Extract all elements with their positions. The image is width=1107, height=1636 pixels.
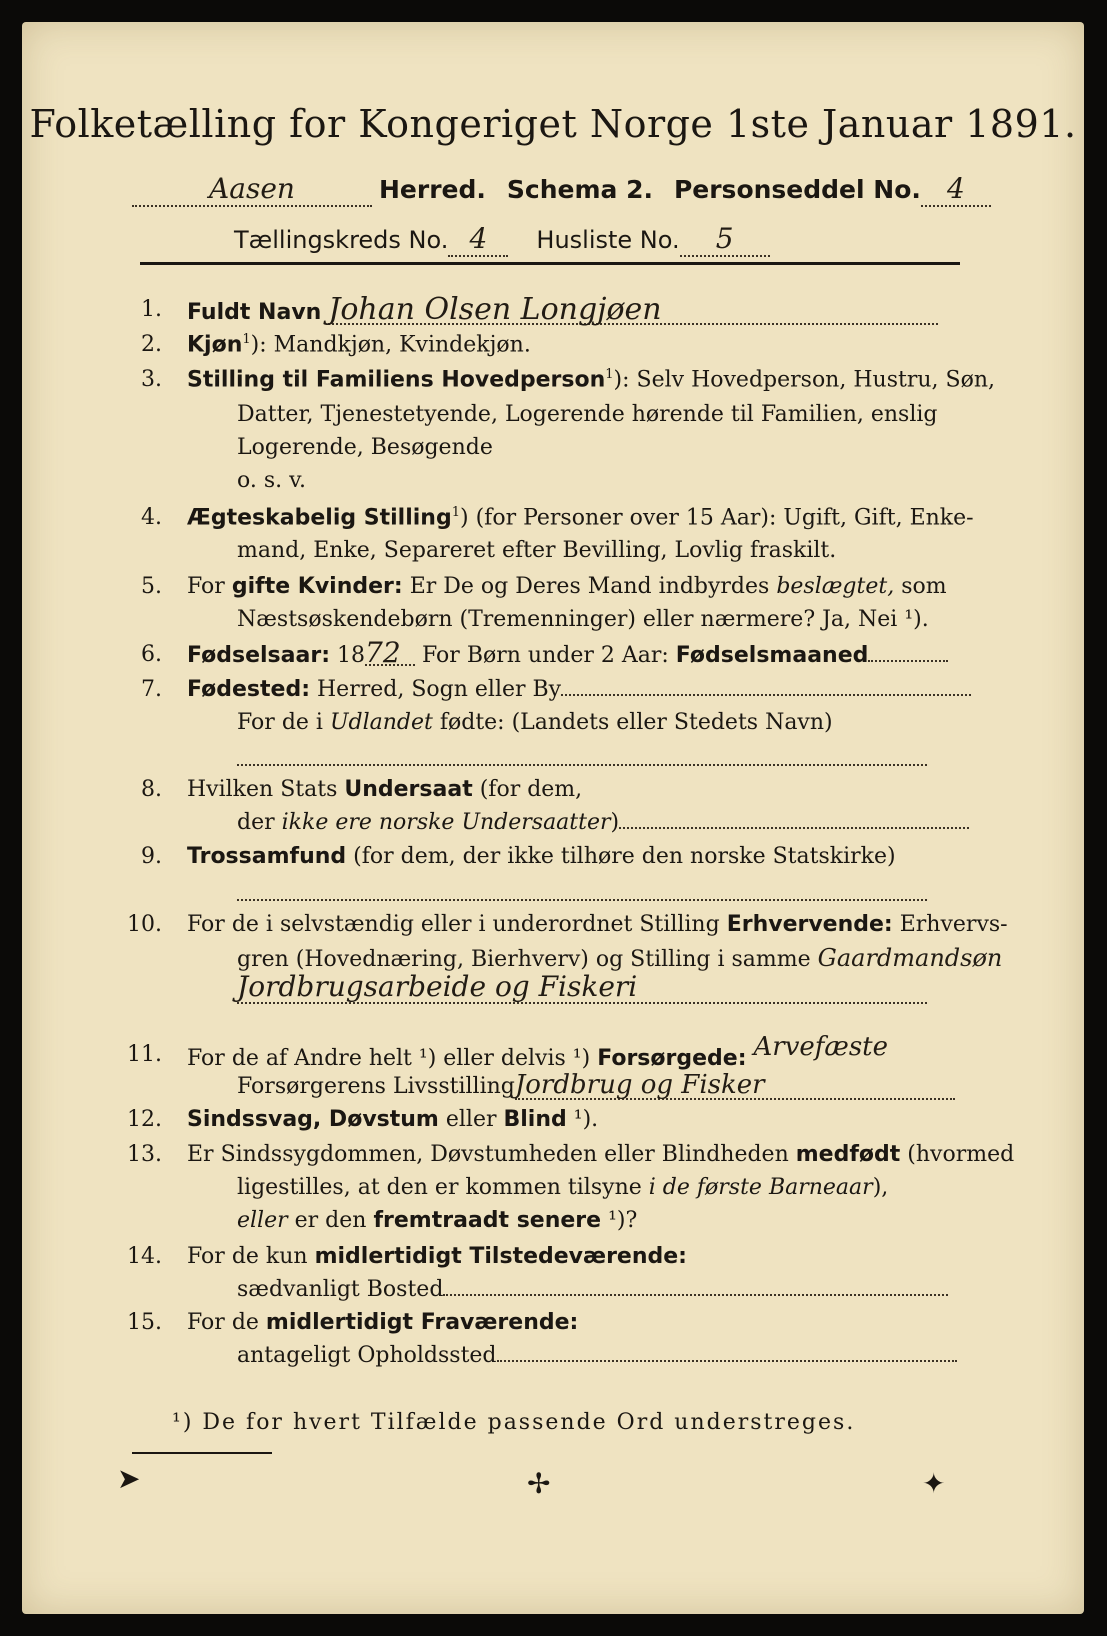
item-8-number: 8. [141, 777, 162, 802]
registration-mark-right-icon: ✦ [922, 1467, 946, 1500]
item-14-line-2 [237, 1277, 948, 1302]
item-1-number: 1. [141, 297, 162, 322]
item-8-label: Undersaat [344, 777, 473, 802]
item-7-line-2-italic: Udlandet [329, 710, 433, 735]
husliste-value: 5 [680, 222, 770, 257]
item-9 [187, 844, 896, 869]
item-5 [187, 574, 947, 599]
item-3-label: Stilling til Familiens Hovedperson [187, 367, 606, 393]
item-13-line-3-italic: eller [237, 1208, 288, 1233]
item-2-label: Kjøn [187, 332, 243, 358]
item-13 [187, 1142, 1014, 1167]
item-6-text: For Børn under 2 Aar: [422, 643, 669, 668]
item-13-prefix: Er Sindssygdommen, Døvstumheden eller Blindheden [187, 1142, 789, 1167]
item-9-blank-line [237, 877, 927, 901]
item-12-end: ¹). [573, 1107, 599, 1132]
item-5-italic: beslægtet, [776, 574, 895, 599]
item-2-number: 2. [141, 332, 162, 357]
item-15-label: midlertidigt Fraværende: [265, 1310, 579, 1335]
item-12-label-2: Blind [503, 1107, 567, 1132]
personseddel-value: 4 [921, 172, 991, 207]
item-6-century: 18 [337, 643, 365, 668]
item-11-answer-2: Jordbrug og Fisker [515, 1072, 955, 1100]
item-13-line-3-bold: fremtraadt senere [373, 1208, 602, 1233]
item-10 [187, 912, 1008, 937]
item-9-text: (for dem, der ikke tilhøre den norske Statskirke) [353, 844, 896, 869]
item-1 [187, 292, 938, 327]
item-5-label: gifte Kvinder: [231, 574, 403, 599]
item-12-label: Sindssvag, Døvstum [187, 1107, 439, 1132]
item-8 [187, 777, 582, 802]
item-8-line-2-a: der [237, 810, 275, 835]
herred-label: Herred. [379, 175, 486, 204]
item-10-answer-1: Gaardmandsøn [817, 944, 1003, 972]
item-1-answer: Johan Olsen Longjøen [328, 297, 938, 325]
item-1-label: Fuldt Navn [187, 300, 322, 325]
item-15-number: 15. [127, 1310, 162, 1335]
item-6-label: Fødselsaar: [187, 643, 330, 668]
item-13-number: 13. [127, 1142, 162, 1167]
item-3-number: 3. [141, 367, 162, 392]
item-13-label: medfødt [795, 1142, 901, 1167]
item-11-answer-1: Arvefæste [753, 1032, 889, 1062]
item-3-line-3: Logerende, Besøgende [237, 435, 493, 460]
item-11-prefix: For de af Andre helt ¹) eller delvis ¹) [187, 1046, 591, 1071]
item-9-label: Trossamfund [187, 844, 347, 869]
item-7-line-2-a: For de i [237, 710, 323, 735]
item-6 [187, 636, 948, 669]
item-5-line-2: Næstsøskendebørn (Tremenninger) eller nærmere? Ja, Nei ¹). [237, 607, 929, 632]
item-4-options: ) (for Personer over 15 Aar): Ugift, Gift, Enke- [460, 505, 974, 531]
header-divider [140, 262, 960, 265]
item-15-prefix: For de [187, 1310, 259, 1335]
husliste-label: Husliste No. [536, 226, 680, 254]
item-10-line-3 [237, 972, 927, 1004]
item-8-text: (for dem, [479, 777, 583, 802]
item-4-number: 4. [141, 505, 162, 530]
item-3-options: ): Selv Hovedperson, Hustru, Søn, [613, 367, 995, 393]
schema-label: Schema 2. [506, 175, 653, 204]
item-13-line-2-a: ligestilles, at den er kommen tilsyne [237, 1175, 642, 1200]
item-13-line-2-italic: i de første Barneaar [648, 1175, 873, 1200]
item-12 [187, 1107, 598, 1132]
item-15 [187, 1310, 578, 1335]
item-10-prefix: For de i selvstændig eller i underordnet Stilling [187, 912, 720, 937]
item-11-label: Forsørgede: [597, 1046, 747, 1071]
item-7-options: Herred, Sogn eller By [317, 677, 562, 702]
item-4-line-2: mand, Enke, Separeret efter Bevilling, Lovlig fraskilt. [237, 538, 837, 563]
registration-mark-center-icon: ✢ [527, 1467, 551, 1500]
item-7-line-2-b: fødte: (Landets eller Stedets Navn) [439, 710, 833, 735]
item-7-label: Fødested: [187, 677, 310, 702]
item-14-line-2-text: sædvanligt Bosted [237, 1277, 444, 1302]
item-14-label: midlertidigt Tilstedeværende: [314, 1244, 687, 1269]
item-7-line-2 [237, 710, 833, 735]
item-11-line-2-text: Forsørgerens Livsstilling [237, 1074, 515, 1099]
item-13-line-3-a: er den [294, 1208, 367, 1233]
item-10-answer-2: Jordbrugsarbeide og Fiskeri [237, 972, 927, 1004]
item-14 [187, 1244, 687, 1269]
item-2-options: ): Mandkjøn, Kvindekjøn. [250, 332, 531, 358]
item-2: Kjøn$^1$): Mandkjøn, Kvindekjøn. [187, 332, 531, 358]
item-6-answer: 72 [365, 642, 415, 666]
item-5-number: 5. [141, 574, 162, 599]
item-13-line-3-c: ¹)? [608, 1208, 638, 1233]
kreds-line [234, 222, 770, 257]
item-6-month-label: Fødselsmaaned [675, 643, 869, 668]
item-13-text: (hvormed [907, 1142, 1015, 1167]
footnote: ¹) De for hvert Tilfælde passende Ord understreges. [172, 1410, 856, 1435]
item-4: Ægteskabelig Stilling$^1$) (for Personer over 15 Aar): Ugift, Gift, Enke- [187, 505, 974, 531]
item-7-blank-line [237, 742, 927, 766]
item-10-label: Erhvervende: [726, 912, 893, 937]
registration-mark-left-icon: ➤ [117, 1462, 141, 1495]
item-10-text: Erhvervs- [899, 912, 1008, 937]
item-9-number: 9. [141, 844, 162, 869]
item-10-number: 10. [127, 912, 162, 937]
footnote-divider [132, 1452, 272, 1454]
item-12-number: 12. [127, 1107, 162, 1132]
item-14-number: 14. [127, 1244, 162, 1269]
item-6-number: 6. [141, 642, 162, 667]
item-15-line-2 [237, 1343, 957, 1368]
herred-value: Aasen [132, 172, 372, 207]
census-form [22, 22, 1084, 1614]
item-11-number: 11. [127, 1042, 162, 1067]
form-title: Folketælling for Kongeriget Norge 1ste Januar 1891. [29, 102, 1077, 146]
item-10-line-2-text: gren (Hovednæring, Bierhverv) og Stilling i samme [237, 947, 811, 972]
item-5-end: som [901, 574, 947, 599]
herred-line [132, 172, 991, 207]
item-5-text: Er De og Deres Mand indbyrdes [409, 574, 770, 599]
item-13-line-3 [237, 1208, 637, 1233]
item-11 [187, 1032, 889, 1072]
kreds-label: Tællingskreds No. [234, 226, 449, 254]
item-7 [187, 677, 971, 702]
item-8-line-2: der ikke ere norske Undersaatter) [237, 810, 969, 835]
personseddel-label: Personseddel No. [673, 175, 921, 204]
item-3-line-4: o. s. v. [237, 468, 306, 493]
item-13-line-2: ligestilles, at den er kommen tilsyne i de første Barneaar), [237, 1175, 889, 1200]
item-3-line-2: Datter, Tjenestetyende, Logerende hørende til Familien, enslig [237, 402, 938, 427]
item-15-line-2-text: antageligt Opholdssted [237, 1343, 497, 1368]
item-8-prefix: Hvilken Stats [187, 777, 338, 802]
item-12-mid: eller [445, 1107, 497, 1132]
item-14-prefix: For de kun [187, 1244, 308, 1269]
item-8-line-2-italic: ikke ere norske Undersaatter [281, 810, 611, 835]
item-5-prefix: For [187, 574, 225, 599]
item-4-label: Ægteskabelig Stilling [187, 505, 452, 531]
kreds-value: 4 [448, 222, 508, 257]
item-11-line-2 [237, 1072, 955, 1100]
item-7-number: 7. [141, 677, 162, 702]
item-10-line-2 [237, 944, 1002, 972]
item-3: Stilling til Familiens Hovedperson$^1$): Selv Hovedperson, Hustru, Søn, [187, 367, 995, 393]
